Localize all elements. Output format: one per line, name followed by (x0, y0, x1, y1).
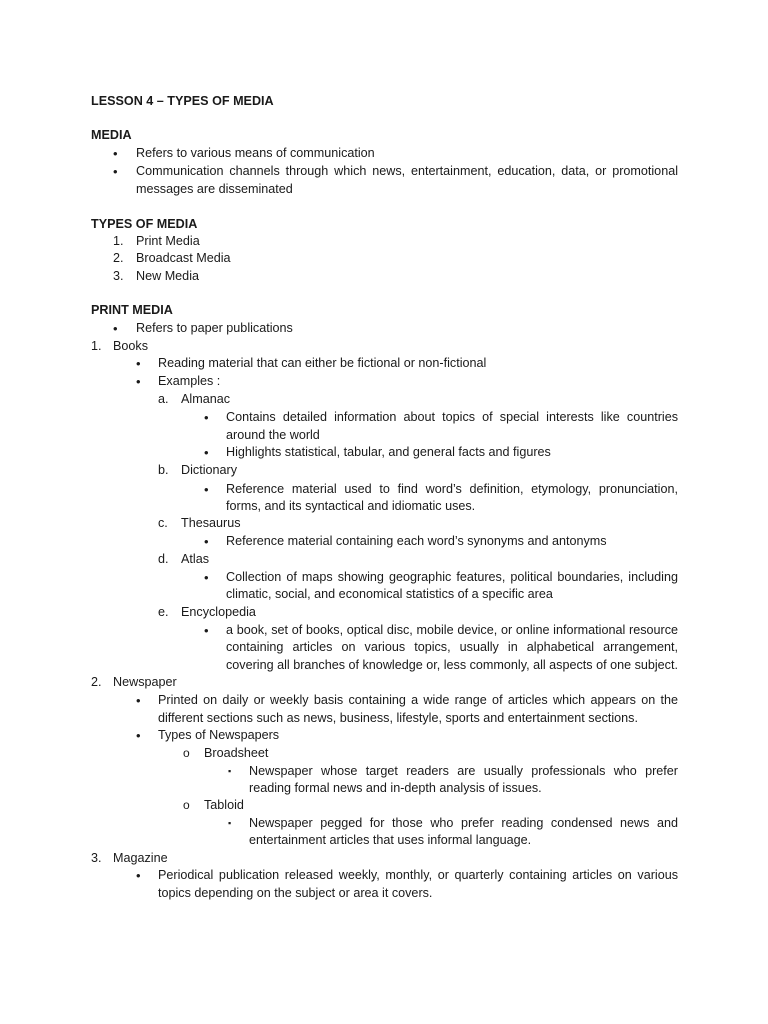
books-desc: Reading material that can either be fictional or non-fictional (158, 356, 487, 370)
bullet-marker: • (204, 445, 209, 460)
newspaper-line-2: different sections such as news, business, lifestyle, sports and entertainment sections. (158, 711, 638, 725)
bullet-marker: • (113, 321, 118, 336)
print-heading: PRINT MEDIA (91, 303, 173, 317)
list-number: 1. (113, 234, 124, 248)
newspaper-label: Newspaper (113, 675, 177, 689)
broadsheet-line-2: reading formal news and in-depth analysis of issues. (249, 781, 542, 795)
dictionary-line-1: Reference material used to find word’s definition, etymology, pronunciation, (226, 482, 678, 496)
atlas-line-2: climatic, social, and economical statistics of a specific area (226, 587, 553, 601)
broadsheet-line-1: Newspaper whose target readers are usually professionals who prefer (249, 764, 678, 778)
list-letter: d. (158, 552, 169, 566)
bullet-marker: • (204, 570, 209, 585)
print-intro: Refers to paper publications (136, 321, 293, 335)
list-number: 3. (113, 269, 124, 283)
bullet-marker: • (204, 534, 209, 549)
tabloid-line-2: entertainment articles that uses informal language. (249, 833, 532, 847)
thesaurus-label: Thesaurus (181, 516, 241, 530)
types-item-print: Print Media (136, 234, 200, 248)
dictionary-line-2: forms, and its syntactical and idiomatic uses. (226, 499, 476, 513)
bullet-marker: • (204, 623, 209, 638)
circle-marker: o (183, 746, 190, 760)
encyclopedia-label: Encyclopedia (181, 605, 256, 619)
encyclopedia-line-3: covering all branches of knowledge or, less commonly, all aspects of one subject. (226, 658, 678, 672)
types-item-new: New Media (136, 269, 199, 283)
lesson-title: LESSON 4 – TYPES OF MEDIA (91, 94, 274, 108)
tabloid-label: Tabloid (204, 798, 244, 812)
list-letter: c. (158, 516, 168, 530)
tabloid-line-1: Newspaper pegged for those who prefer reading condensed news and (249, 816, 678, 830)
bullet-marker: • (204, 482, 209, 497)
square-marker: ▪ (228, 818, 232, 828)
encyclopedia-line-2: containing articles on various topics, usually in alphabetical arrangement, (226, 640, 678, 654)
almanac-line-2: around the world (226, 428, 320, 442)
books-label: Books (113, 339, 149, 353)
newspaper-line-1: Printed on daily or weekly basis containing a wide range of articles which appears on the (158, 693, 678, 707)
atlas-label: Atlas (181, 552, 209, 566)
list-number: 2. (91, 675, 102, 689)
magazine-line-2: topics depending on the subject or area it covers. (158, 886, 433, 900)
list-number: 1. (91, 339, 102, 353)
bullet-marker: • (204, 410, 209, 425)
bullet-marker: • (136, 693, 141, 708)
newspaper-types-label: Types of Newspapers (158, 728, 280, 742)
broadsheet-label: Broadsheet (204, 746, 269, 760)
list-letter: a. (158, 392, 169, 406)
types-item-broadcast: Broadcast Media (136, 251, 231, 265)
bullet-marker: • (136, 356, 141, 371)
square-marker: ▪ (228, 766, 232, 776)
bullet-marker: • (136, 374, 141, 389)
magazine-label: Magazine (113, 851, 168, 865)
almanac-line-3: Highlights statistical, tabular, and general facts and figures (226, 445, 551, 459)
types-heading: TYPES OF MEDIA (91, 217, 198, 231)
list-letter: b. (158, 463, 169, 477)
circle-marker: o (183, 798, 190, 812)
encyclopedia-line-1: a book, set of books, optical disc, mobile device, or online informational resource (226, 623, 678, 637)
media-heading: MEDIA (91, 128, 132, 142)
bullet-marker: • (136, 728, 141, 743)
list-number: 2. (113, 251, 124, 265)
bullet-marker: • (136, 868, 141, 883)
bullet-marker: • (113, 164, 118, 179)
list-letter: e. (158, 605, 169, 619)
bullet-marker: • (113, 146, 118, 161)
magazine-line-1: Periodical publication released weekly, monthly, or quarterly containing articles on various (158, 868, 678, 882)
atlas-line-1: Collection of maps showing geographic features, political boundaries, including (226, 570, 678, 584)
media-bullet-2: Communication channels through which news, entertainment, education, data, or promotional (136, 164, 678, 178)
media-bullet-2-cont: messages are disseminated (136, 182, 293, 196)
media-bullet-1: Refers to various means of communication (136, 146, 375, 160)
almanac-line-1: Contains detailed information about topics of special interests like countries (226, 410, 678, 424)
list-number: 3. (91, 851, 102, 865)
thesaurus-line-1: Reference material containing each word’s synonyms and antonyms (226, 534, 607, 548)
books-examples: Examples : (158, 374, 221, 388)
dictionary-label: Dictionary (181, 463, 237, 477)
almanac-label: Almanac (181, 392, 230, 406)
